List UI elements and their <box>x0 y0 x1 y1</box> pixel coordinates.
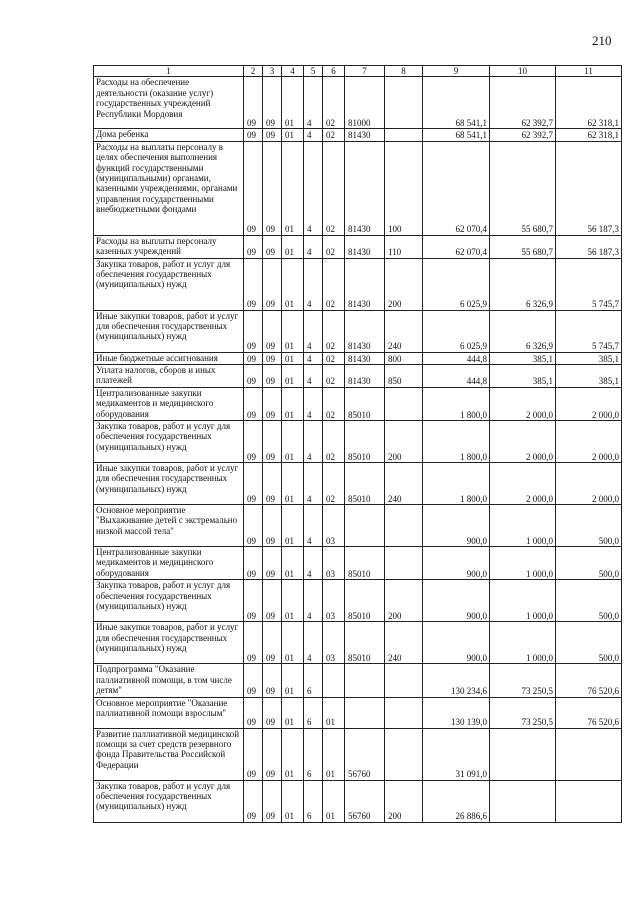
row-value-cell: 4 <box>304 258 323 310</box>
row-value-cell: 240 <box>385 463 423 505</box>
row-value-cell: 4 <box>304 421 323 463</box>
row-value-cell: 81430 <box>345 235 385 258</box>
row-value-cell: 01 <box>323 697 345 728</box>
row-value-cell: 01 <box>282 780 304 822</box>
row-value-cell: 385,1 <box>556 365 622 388</box>
row-value-cell: 09 <box>244 622 263 664</box>
row-value-cell: 385,1 <box>556 352 622 364</box>
row-value-cell: 09 <box>263 505 282 547</box>
row-value-cell: 09 <box>244 77 263 129</box>
row-value-cell: 01 <box>282 505 304 547</box>
row-value-cell: 01 <box>282 235 304 258</box>
row-value-cell: 09 <box>244 505 263 547</box>
row-value-cell: 09 <box>263 310 282 352</box>
row-name-cell: Централизованные закупки медикаментов и медицинского оборудования <box>94 547 244 580</box>
row-value-cell: 09 <box>244 352 263 364</box>
row-value-cell: 385,1 <box>490 365 556 388</box>
table-row <box>94 258 622 310</box>
row-value-cell: 800 <box>385 352 423 364</box>
table-row <box>94 463 622 505</box>
row-value-cell: 02 <box>323 365 345 388</box>
row-value-cell: 62 070,4 <box>423 235 490 258</box>
row-value-cell: 02 <box>323 77 345 129</box>
row-name-cell: Закупка товаров, работ и услуг для обеспечения государственных (муниципальных) нужд <box>94 780 244 822</box>
row-value-cell: 4 <box>304 547 323 580</box>
row-value-cell: 444,8 <box>423 352 490 364</box>
column-header: 8 <box>385 66 423 77</box>
row-value-cell: 85010 <box>345 463 385 505</box>
row-value-cell: 900,0 <box>423 547 490 580</box>
row-value-cell <box>385 728 423 780</box>
row-value-cell <box>385 547 423 580</box>
column-header: 11 <box>556 66 622 77</box>
row-value-cell: 09 <box>244 365 263 388</box>
row-value-cell: 09 <box>263 728 282 780</box>
table-row <box>94 505 622 547</box>
table-row <box>94 780 622 822</box>
row-value-cell: 130 139,0 <box>423 697 490 728</box>
row-value-cell: 02 <box>323 463 345 505</box>
row-value-cell: 09 <box>263 129 282 141</box>
row-value-cell: 02 <box>323 310 345 352</box>
row-value-cell: 385,1 <box>490 352 556 364</box>
row-value-cell: 4 <box>304 387 323 420</box>
row-value-cell: 01 <box>282 129 304 141</box>
row-value-cell <box>323 664 345 697</box>
row-value-cell: 1 000,0 <box>490 505 556 547</box>
row-value-cell: 6 <box>304 697 323 728</box>
table-row <box>94 365 622 388</box>
table-row <box>94 728 622 780</box>
table-row <box>94 547 622 580</box>
row-value-cell: 130 234,6 <box>423 664 490 697</box>
table-row <box>94 77 622 129</box>
row-value-cell: 09 <box>263 352 282 364</box>
row-value-cell: 09 <box>263 141 282 235</box>
row-value-cell: 900,0 <box>423 580 490 622</box>
row-value-cell: 85010 <box>345 547 385 580</box>
row-name-cell: Развитие паллиативной медицинской помощи за счет средств резервного фонда Правительства Российской Федерации <box>94 728 244 780</box>
row-value-cell: 2 000,0 <box>556 387 622 420</box>
row-value-cell: 02 <box>323 387 345 420</box>
row-name-cell: Иные бюджетные ассигнования <box>94 352 244 364</box>
row-value-cell: 01 <box>282 310 304 352</box>
row-value-cell: 02 <box>323 235 345 258</box>
row-value-cell: 85010 <box>345 421 385 463</box>
row-value-cell: 03 <box>323 622 345 664</box>
row-value-cell: 81430 <box>345 129 385 141</box>
row-value-cell: 09 <box>244 728 263 780</box>
column-header: 10 <box>490 66 556 77</box>
row-value-cell: 81430 <box>345 141 385 235</box>
row-value-cell: 200 <box>385 780 423 822</box>
row-value-cell: 500,0 <box>556 505 622 547</box>
row-value-cell: 09 <box>263 547 282 580</box>
row-value-cell: 09 <box>263 387 282 420</box>
row-value-cell: 31 091,0 <box>423 728 490 780</box>
row-value-cell: 6 326,9 <box>490 310 556 352</box>
row-value-cell: 09 <box>244 258 263 310</box>
row-value-cell: 500,0 <box>556 580 622 622</box>
row-value-cell: 09 <box>263 664 282 697</box>
row-name-cell: Иные закупки товаров, работ и услуг для обеспечения государственных (муниципальных) нужд <box>94 622 244 664</box>
row-value-cell <box>385 505 423 547</box>
row-value-cell: 09 <box>244 697 263 728</box>
row-value-cell: 26 886,6 <box>423 780 490 822</box>
row-value-cell: 03 <box>323 505 345 547</box>
row-value-cell: 01 <box>282 622 304 664</box>
row-value-cell: 09 <box>244 780 263 822</box>
row-value-cell: 09 <box>244 387 263 420</box>
row-value-cell: 4 <box>304 365 323 388</box>
column-header: 2 <box>244 66 263 77</box>
row-value-cell: 62 392,7 <box>490 129 556 141</box>
column-header: 5 <box>304 66 323 77</box>
row-value-cell: 01 <box>282 728 304 780</box>
row-value-cell <box>385 664 423 697</box>
table-row <box>94 310 622 352</box>
page-number: 210 <box>592 33 612 48</box>
row-value-cell <box>385 697 423 728</box>
row-value-cell: 500,0 <box>556 622 622 664</box>
row-value-cell: 62 318,1 <box>556 77 622 129</box>
row-value-cell: 4 <box>304 310 323 352</box>
table-row <box>94 421 622 463</box>
row-value-cell: 85010 <box>345 387 385 420</box>
table-row <box>94 129 622 141</box>
row-value-cell: 76 520,6 <box>556 697 622 728</box>
row-value-cell: 01 <box>282 697 304 728</box>
row-value-cell: 56760 <box>345 780 385 822</box>
row-value-cell: 2 000,0 <box>556 421 622 463</box>
row-value-cell: 09 <box>263 77 282 129</box>
row-value-cell: 76 520,6 <box>556 664 622 697</box>
row-value-cell: 56 187,3 <box>556 141 622 235</box>
row-value-cell: 6 <box>304 664 323 697</box>
row-value-cell: 110 <box>385 235 423 258</box>
row-value-cell: 01 <box>282 77 304 129</box>
row-value-cell: 01 <box>282 463 304 505</box>
row-value-cell: 03 <box>323 580 345 622</box>
row-value-cell: 68 541,1 <box>423 129 490 141</box>
column-header: 4 <box>282 66 304 77</box>
row-value-cell <box>490 780 556 822</box>
row-value-cell: 85010 <box>345 622 385 664</box>
row-name-cell: Подпрограмма "Оказание паллиативной помощи, в том числе детям" <box>94 664 244 697</box>
row-value-cell: 02 <box>323 352 345 364</box>
row-value-cell: 73 250,5 <box>490 697 556 728</box>
row-value-cell: 6 326,9 <box>490 258 556 310</box>
row-value-cell: 1 000,0 <box>490 580 556 622</box>
table-row <box>94 697 622 728</box>
row-value-cell: 68 541,1 <box>423 77 490 129</box>
row-value-cell: 01 <box>282 258 304 310</box>
row-value-cell: 62 070,4 <box>423 141 490 235</box>
column-header: 3 <box>263 66 282 77</box>
row-value-cell: 01 <box>282 580 304 622</box>
row-value-cell: 09 <box>263 421 282 463</box>
row-value-cell: 2 000,0 <box>490 387 556 420</box>
row-value-cell: 81430 <box>345 310 385 352</box>
row-value-cell: 09 <box>244 235 263 258</box>
budget-table <box>93 65 622 823</box>
row-value-cell: 6 <box>304 728 323 780</box>
row-value-cell: 09 <box>244 463 263 505</box>
table-row <box>94 387 622 420</box>
row-value-cell: 200 <box>385 258 423 310</box>
row-value-cell: 09 <box>244 310 263 352</box>
row-value-cell: 09 <box>263 780 282 822</box>
row-value-cell: 6 025,9 <box>423 258 490 310</box>
row-value-cell: 2 000,0 <box>490 463 556 505</box>
row-value-cell: 2 000,0 <box>490 421 556 463</box>
row-value-cell <box>556 728 622 780</box>
row-value-cell: 81430 <box>345 365 385 388</box>
row-value-cell: 09 <box>244 129 263 141</box>
row-value-cell: 4 <box>304 77 323 129</box>
row-value-cell: 5 745,7 <box>556 258 622 310</box>
row-value-cell: 1 000,0 <box>490 622 556 664</box>
row-name-cell: Расходы на обеспечение деятельности (оказание услуг) государственных учреждений Республики Мордовия <box>94 77 244 129</box>
row-value-cell: 500,0 <box>556 547 622 580</box>
row-name-cell: Уплата налогов, сборов и иных платежей <box>94 365 244 388</box>
row-value-cell: 55 680,7 <box>490 235 556 258</box>
row-value-cell: 55 680,7 <box>490 141 556 235</box>
row-value-cell: 6 <box>304 780 323 822</box>
row-value-cell: 09 <box>244 664 263 697</box>
row-value-cell: 02 <box>323 141 345 235</box>
row-value-cell: 900,0 <box>423 622 490 664</box>
row-value-cell: 444,8 <box>423 365 490 388</box>
row-value-cell: 09 <box>244 547 263 580</box>
row-value-cell: 09 <box>263 622 282 664</box>
row-value-cell: 56 187,3 <box>556 235 622 258</box>
row-value-cell: 09 <box>244 421 263 463</box>
row-value-cell: 200 <box>385 580 423 622</box>
row-value-cell: 09 <box>263 580 282 622</box>
table-row <box>94 622 622 664</box>
row-value-cell: 01 <box>282 664 304 697</box>
row-value-cell <box>385 129 423 141</box>
row-value-cell: 01 <box>282 141 304 235</box>
row-value-cell: 01 <box>282 547 304 580</box>
row-value-cell: 4 <box>304 505 323 547</box>
row-value-cell: 4 <box>304 141 323 235</box>
row-value-cell: 09 <box>263 258 282 310</box>
row-value-cell: 1 800,0 <box>423 421 490 463</box>
row-name-cell: Закупка товаров, работ и услуг для обеспечения государственных (муниципальных) нужд <box>94 258 244 310</box>
row-value-cell: 4 <box>304 463 323 505</box>
row-value-cell: 03 <box>323 547 345 580</box>
row-name-cell: Закупка товаров, работ и услуг для обеспечения государственных (муниципальных) нужд <box>94 421 244 463</box>
row-name-cell: Расходы на выплаты персоналу казенных учреждений <box>94 235 244 258</box>
row-value-cell: 850 <box>385 365 423 388</box>
row-value-cell: 01 <box>323 780 345 822</box>
row-value-cell: 09 <box>244 141 263 235</box>
table-row <box>94 664 622 697</box>
row-value-cell: 01 <box>282 365 304 388</box>
row-value-cell: 2 000,0 <box>556 463 622 505</box>
row-value-cell: 62 318,1 <box>556 129 622 141</box>
column-header: 9 <box>423 66 490 77</box>
row-value-cell <box>556 780 622 822</box>
row-value-cell: 09 <box>263 365 282 388</box>
row-value-cell: 81430 <box>345 258 385 310</box>
row-value-cell: 01 <box>282 421 304 463</box>
row-value-cell <box>490 728 556 780</box>
row-name-cell: Расходы на выплаты персоналу в целях обеспечения выполнения функций государственными (муниципальными) органами, казенными учреждениями, органами управления государственными внебюджетными фондами <box>94 141 244 235</box>
row-value-cell: 56760 <box>345 728 385 780</box>
row-value-cell: 02 <box>323 421 345 463</box>
row-value-cell: 81000 <box>345 77 385 129</box>
column-header: 1 <box>94 66 244 77</box>
row-value-cell: 5 745,7 <box>556 310 622 352</box>
row-value-cell: 1 800,0 <box>423 387 490 420</box>
row-name-cell: Централизованные закупки медикаментов и медицинского оборудования <box>94 387 244 420</box>
table-row <box>94 141 622 235</box>
row-name-cell: Дома ребенка <box>94 129 244 141</box>
column-header: 7 <box>345 66 385 77</box>
row-name-cell: Закупка товаров, работ и услуг для обеспечения государственных (муниципальных) нужд <box>94 580 244 622</box>
row-value-cell: 200 <box>385 421 423 463</box>
row-value-cell: 09 <box>244 580 263 622</box>
row-value-cell: 4 <box>304 580 323 622</box>
row-value-cell <box>385 387 423 420</box>
row-value-cell <box>345 505 385 547</box>
row-value-cell: 4 <box>304 129 323 141</box>
row-value-cell: 09 <box>263 235 282 258</box>
row-value-cell: 01 <box>323 728 345 780</box>
header-row <box>94 66 622 77</box>
row-value-cell <box>345 697 385 728</box>
row-value-cell: 1 000,0 <box>490 547 556 580</box>
row-name-cell: Иные закупки товаров, работ и услуг для обеспечения государственных (муниципальных) нужд <box>94 463 244 505</box>
row-value-cell: 240 <box>385 622 423 664</box>
row-value-cell: 4 <box>304 622 323 664</box>
row-value-cell: 02 <box>323 258 345 310</box>
row-value-cell: 4 <box>304 352 323 364</box>
row-value-cell: 100 <box>385 141 423 235</box>
row-value-cell: 01 <box>282 387 304 420</box>
row-value-cell: 01 <box>282 352 304 364</box>
row-value-cell: 85010 <box>345 580 385 622</box>
row-value-cell: 1 800,0 <box>423 463 490 505</box>
table-row <box>94 352 622 364</box>
row-value-cell: 6 025,9 <box>423 310 490 352</box>
table-row <box>94 235 622 258</box>
row-name-cell: Основное мероприятие "Выхаживание детей с экстремально низкой массой тела" <box>94 505 244 547</box>
column-header: 6 <box>323 66 345 77</box>
row-name-cell: Основное мероприятие "Оказание паллиативной помощи взрослым" <box>94 697 244 728</box>
row-value-cell: 09 <box>263 697 282 728</box>
table-row <box>94 580 622 622</box>
row-value-cell <box>385 77 423 129</box>
row-value-cell: 62 392,7 <box>490 77 556 129</box>
row-value-cell: 4 <box>304 235 323 258</box>
row-name-cell: Иные закупки товаров, работ и услуг для обеспечения государственных (муниципальных) нужд <box>94 310 244 352</box>
row-value-cell: 73 250,5 <box>490 664 556 697</box>
row-value-cell <box>345 664 385 697</box>
row-value-cell: 09 <box>263 463 282 505</box>
row-value-cell: 81430 <box>345 352 385 364</box>
row-value-cell: 240 <box>385 310 423 352</box>
row-value-cell: 02 <box>323 129 345 141</box>
row-value-cell: 900,0 <box>423 505 490 547</box>
